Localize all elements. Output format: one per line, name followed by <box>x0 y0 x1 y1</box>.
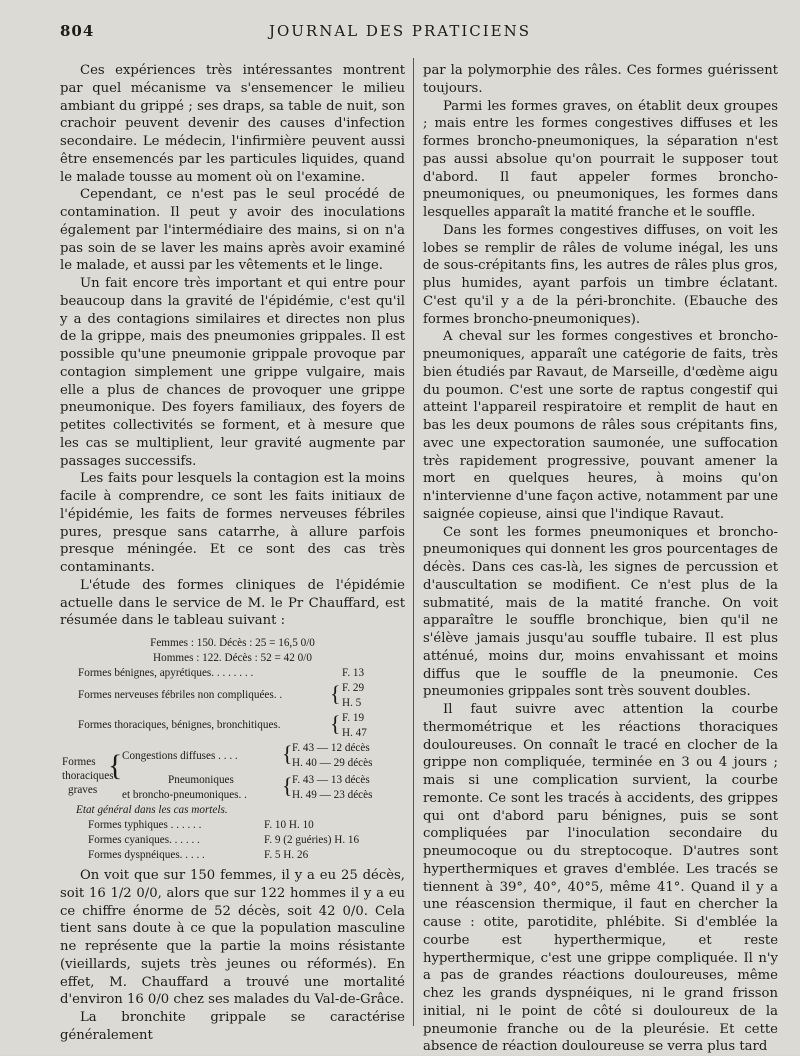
table-row-femmes: Femmes : 150. Décès : 25 = 16,5 0/0 <box>150 637 315 649</box>
group-label: graves <box>68 784 98 796</box>
table-row <box>60 711 405 741</box>
table-cell-value: H. 5 <box>342 697 362 709</box>
table-row <box>60 666 405 681</box>
table-cell-value: H. 47 <box>342 727 367 739</box>
clinical-forms-table <box>60 636 405 863</box>
left-column <box>60 62 405 1045</box>
table-cell-value: F. 19 <box>342 712 365 724</box>
table-cell-value: H. 49 — 23 décès <box>292 789 373 801</box>
brace: { <box>282 773 293 798</box>
paragraph: Ce sont les formes pneumoniques et broncho-pneumoniques qui donnent les gros pourcentages de décès. Dans ces cas-là, les signes de percussion et d'auscultation se modifient. Ce n'est plus de la submatité, mais de la matité franche. On voit apparaître le souffle bronchique, bien qu'il ne s'élève jamais jusqu'au souffle tubaire. Il est plus atténué, moins dur, moins envahissant et moins diffus que le souffle de la pneumonie. Ces pneumonies grippales sont très souvent doubles. <box>423 524 778 700</box>
group-label: Formes <box>62 756 96 768</box>
brace: { <box>330 711 341 736</box>
paragraph: Dans les formes congestives diffuses, on voit les lobes se remplir de râles de volume inégal, les uns de sous-crépitants fins, les autres de râles plus gros, plus humides, ayant parfois un timbre éclatant. C'est qu'il y a de la péri-bronchite. (Ebauche des formes broncho-pneumoniques). <box>423 222 778 327</box>
table-cell-value: F. 13 <box>342 667 365 679</box>
paragraph: Un fait encore très important et qui entre pour beaucoup dans la gravité de l'épidémie, c'est qu'il y a des contagions similaires et directes non plus de la grippe, mais des pneumonies grippales. Il est possible qu'une pneumonie grippale provoque par contagion simplement une grippe vulgaire, mais elle a plus de chances de provoquer une grippe pneumonique. Des foyers familiaux, des foyers de petites collectivités se forment, et à mesure que les cas se multiplient, leur gravité augmente par passages successifs. <box>60 276 405 469</box>
table-cell-label: Formes cyaniques. . . . . . <box>88 834 200 846</box>
paragraph: Parmi les formes graves, on établit deux groupes ; mais entre les formes congestives diffuses et les formes broncho-pneumoniques, la séparation n'est pas aussi absolue qu'on pourrait le supposer tout d'abord. Il faut appeler formes broncho-pneumoniques, ou pneumoniques, les formes dans lesquelles apparaît la matité franche et le souffle. <box>423 98 778 220</box>
paragraph: Ces expériences très intéressantes montrent par quel mécanisme va s'ensemencer le milieu ambiant du grippé ; ses draps, sa table de nuit, son crachoir peuvent devenir des causes d'infection secondaire. Le médecin, l'infirmière peuvent aussi être ensemencés par les particules liquides, quand le malade tousse au moment où on l'examine. <box>60 63 405 185</box>
table-row <box>60 818 405 833</box>
table-cell-label: Formes dyspnéiques. . . . . <box>88 849 205 861</box>
paragraph: Il faut suivre avec attention la courbe thermométrique et les réactions thoraciques douloureuses. On connaît le tracé en clocher de la grippe non compliquée, terminée en 3 ou 4 jours ; mais si une complication survient, la courbe remonte. Ce sont les tracés à accidents, des grippes qui ont d'abord paru bénignes, puis se sont compliquées par l'inoculation secondaire du pneumocoque ou du streptocoque. D'autres sont hyperthermiques et graves d'emblée. Les tracés se tiennent à 39°, 40°, 40°5, même 41°. Quand il y a une réascension thermique, il faut en chercher la cause : otite, parotidite, phlébite. Si d'emblée la courbe est hyperthermique, et reste hyperthermique, c'est une grippe compliquée. Il n'y a pas de grandes réactions douloureuses, même chez les grands dyspnéiques, ni le grand frisson initial, ni le point de côté si douloureux de la pneumonie franche ou de la pleurésie. Et cette absence de réaction douloureuse se verra plus tard <box>423 702 778 1055</box>
table-cell-value: F. 29 <box>342 682 365 694</box>
paragraph: Les faits pour lesquels la contagion est la moins facile à comprendre, ce sont les faits initiaux de l'épidémie, les faits de formes nerveuses fébriles pures, presque sans catarrhe, à allure parfois presque méningée. Et ce sont des cas très contaminants. <box>60 471 405 575</box>
table-cell-value: H. 40 — 29 décès <box>292 757 373 769</box>
running-head <box>0 14 800 44</box>
table-cell-label: et broncho-pneumoniques. . <box>122 789 247 801</box>
table-subheading: Etat général dans les cas mortels. <box>76 804 228 816</box>
paragraph: L'étude des formes cliniques de l'épidémie actuelle dans le service de M. le Pr Chauffard, est résumée dans le tableau suivant : <box>60 577 405 629</box>
paragraph: La bronchite grippale se caractérise généralement <box>60 1010 405 1043</box>
table-cell-value: F. 9 (2 guéries) H. 16 <box>264 834 360 846</box>
table-cell-label: Formes bénignes, apyrétiques. . . . . . . . <box>78 667 254 679</box>
table-cell-label: Formes typhiques . . . . . . <box>88 819 202 831</box>
paragraph: On voit que sur 150 femmes, il y a eu 25 décès, soit 16 1/2 0/0, alors que sur 122 hommes il y a eu ce chiffre énorme de 52 décès, soit 42 0/0. Cela tient sans doute à ce que la population masculine ne représente que la partie la moins résistante (vieillards, sujets très jeunes ou réformés). En effet, M. Chauffard a trouvé une mortalité d'environ 16 0/0 chez ses malades du Val-de-Grâce. <box>60 868 405 1008</box>
table-row <box>60 848 405 863</box>
table-row <box>60 833 405 848</box>
brace: { <box>108 749 123 782</box>
table-cell-value: F. 5 H. 26 <box>264 849 309 861</box>
group-label: thoraciques <box>62 770 114 782</box>
paragraph: Cependant, ce n'est pas le seul procédé de contamination. Il peut y avoir des inoculations également par l'intermédiaire des mains, si on n'a pas soin de se laver les mains après avoir examiné le malade, et aussi par les vêtements et le linge. <box>60 187 405 274</box>
journal-title: JOURNAL DES PRATICIENS <box>268 22 532 40</box>
page-number: 804 <box>60 22 95 40</box>
right-column <box>423 62 778 1056</box>
table-cell-value: F. 10 H. 10 <box>264 819 314 831</box>
table-cell-label: Pneumoniques <box>168 774 234 786</box>
column-divider <box>413 58 414 1026</box>
brace: { <box>330 681 341 706</box>
table-cell-label: Formes thoraciques, bénignes, bronchitiques. <box>78 719 281 731</box>
brace: { <box>282 741 293 766</box>
table-row <box>60 681 405 711</box>
table-row-graves <box>60 741 405 803</box>
paragraph: par la polymorphie des râles. Ces formes guérissent toujours. <box>423 63 778 96</box>
table-cell-value: F. 43 — 13 décès <box>292 774 370 786</box>
table-row-hommes: Hommes : 122. Décès : 52 = 42 0/0 <box>153 652 312 664</box>
paragraph: A cheval sur les formes congestives et broncho-pneumoniques, apparaît une catégorie de faits, très bien étudiés par Ravaut, de Marseille, d'œdème aigu du poumon. C'est une sorte de raptus congestif qui atteint l'appareil respiratoire et remplit de haut en bas les deux poumons de râles sous crépitants fins, avec une expectoration saumonée, une suffocation très rapidement progressive, pouvant amener la mort en quelques heures, à moins qu'on n'intervienne d'une façon active, notamment par une saignée copieuse, ainsi que l'indique Ravaut. <box>423 329 778 522</box>
table-cell-label: Congestions diffuses . . . . <box>122 750 238 762</box>
table-cell-value: F. 43 — 12 décès <box>292 742 370 754</box>
table-cell-label: Formes nerveuses fébriles non compliquées. . <box>78 689 283 701</box>
table-row-etat-title <box>60 803 405 818</box>
